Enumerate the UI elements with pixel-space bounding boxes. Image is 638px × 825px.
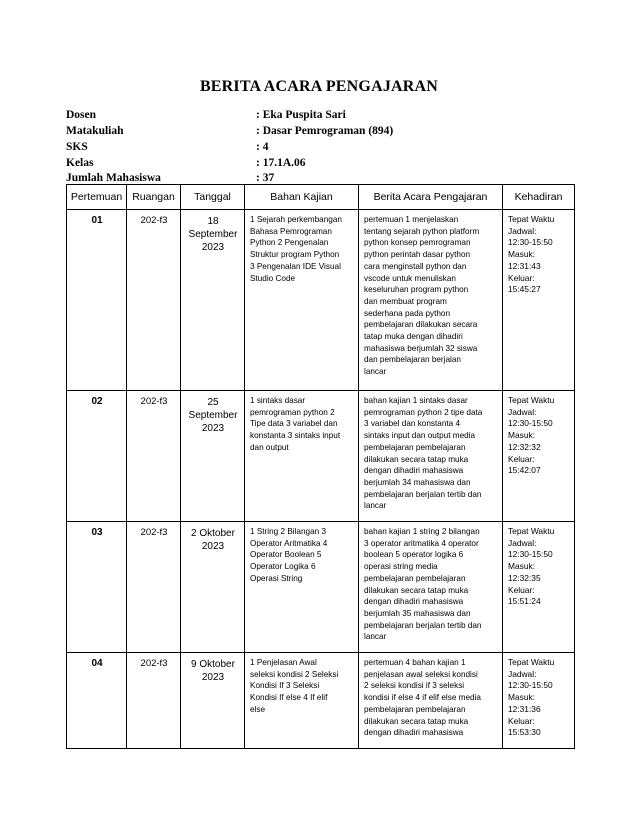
- cell-pertemuan: 02: [67, 391, 127, 522]
- text-line: Masuk:: [508, 430, 535, 441]
- text-line: dilakukan secara tatap muka: [364, 585, 469, 595]
- text-line: 2023: [201, 541, 225, 552]
- text-line: 3 variabel dan konstanta 4: [364, 419, 461, 429]
- text-line: 12:31:43: [508, 260, 541, 271]
- column-header-kehadiran: Kehadiran: [503, 185, 575, 210]
- text-line: Masuk:: [508, 692, 535, 703]
- text-line: 1 Penjelasan Awal: [250, 658, 317, 667]
- info-value: : Dasar Pemrograman (894): [256, 125, 393, 137]
- text-line: vscode untuk menuliskan: [364, 273, 456, 283]
- text-line: pembelajaran pembelajaran: [364, 442, 466, 452]
- info-row-sks: [66, 141, 576, 155]
- text-line: 12:31:36: [508, 703, 541, 714]
- text-line: python perintah dasar python: [364, 250, 471, 260]
- text-line: 15:53:30: [508, 727, 541, 738]
- text-line: 2 seleksi kondisi if 3 seleksi: [364, 681, 465, 691]
- text-line: tatap muka dengan dihadiri: [364, 332, 463, 342]
- text-line: 12:32:32: [508, 441, 541, 452]
- text-line: 18: [207, 216, 219, 227]
- text-line: dengan dihadiri mahasiswa: [364, 597, 464, 607]
- text-line: boolean 5 operator logika 6: [364, 550, 464, 560]
- text-line: 2023: [201, 423, 225, 434]
- cell-tanggal: [181, 653, 245, 749]
- info-value: : 17.1A.06: [256, 157, 306, 169]
- cell-bahan-kajian: [245, 653, 359, 749]
- column-header-tanggal: Tanggal: [181, 185, 245, 210]
- cell-kehadiran: [503, 653, 575, 749]
- info-label: Matakuliah: [66, 125, 124, 137]
- info-label: Jumlah Mahasiswa: [66, 172, 161, 184]
- cell-ruangan: 202-f3: [127, 653, 181, 749]
- text-line: Studio Code: [250, 273, 296, 283]
- text-line: Keluar:: [508, 272, 535, 283]
- text-line: 12:32:35: [508, 572, 541, 583]
- text-line: Tepat Waktu: [508, 526, 555, 536]
- table-row: [67, 653, 575, 749]
- cell-kehadiran: [503, 210, 575, 391]
- cell-tanggal: [181, 391, 245, 522]
- text-line: Bahasa Pemrograman: [250, 226, 332, 236]
- column-header-ruangan: Ruangan: [127, 185, 181, 210]
- text-line: 1 Sejarah perkembangan: [250, 215, 342, 224]
- cell-berita-acara: [359, 653, 503, 749]
- text-line: Operasi String: [250, 573, 303, 583]
- text-line: Keluar:: [508, 584, 535, 595]
- table-row: [67, 210, 575, 391]
- text-line: Python 2 Pengenalan: [250, 238, 329, 248]
- cell-pertemuan: 01: [67, 210, 127, 391]
- text-line: 9 Oktober: [191, 659, 235, 670]
- text-line: Jadwal:: [508, 537, 537, 548]
- text-line: 12:30-15:50: [508, 237, 553, 248]
- cell-bahan-kajian: [245, 522, 359, 653]
- text-line: tentang sejarah python platform: [364, 226, 480, 236]
- text-line: pemrograman python 2 tipe data: [364, 407, 483, 417]
- text-line: else: [250, 704, 266, 714]
- text-line: berjumlah 34 mahasiswa dan: [364, 477, 471, 487]
- text-line: dengan dihadiri mahasiswa: [364, 728, 464, 738]
- text-line: dengan dihadiri mahasiswa: [364, 466, 464, 476]
- text-line: 15:42:07: [508, 465, 541, 476]
- text-line: Tipe data 3 variabel dan: [250, 419, 338, 429]
- text-line: Keluar:: [508, 453, 535, 464]
- info-row-kelas: [66, 157, 576, 171]
- info-row-dosen: [66, 109, 576, 123]
- cell-kehadiran: [503, 391, 575, 522]
- teaching-record-table: [66, 184, 575, 749]
- text-line: 3 Pengenalan IDE Visual: [250, 261, 341, 271]
- text-line: dilakukan secara tatap muka: [364, 454, 469, 464]
- document-title: BERITA ACARA PENGAJARAN: [199, 78, 439, 95]
- text-line: September: [188, 410, 238, 421]
- text-line: mahasiswa berjumlah 32 siswa: [364, 343, 478, 353]
- cell-ruangan: 202-f3: [127, 210, 181, 391]
- text-line: September: [188, 229, 238, 240]
- text-line: lancar: [364, 367, 387, 377]
- text-line: Jadwal:: [508, 668, 537, 679]
- text-line: seleksi kondisi 2 Seleksi: [250, 669, 339, 679]
- cell-ruangan: 202-f3: [127, 522, 181, 653]
- text-line: Operator Aritmatika 4: [250, 538, 328, 548]
- text-line: pertemuan 1 menjelaskan: [364, 215, 459, 224]
- text-line: 12:30-15:50: [508, 680, 553, 691]
- text-line: berjumlah 35 mahasiswa dan: [364, 608, 471, 618]
- text-line: pembelajaran pembelajaran: [364, 573, 466, 583]
- text-line: dan membuat program: [364, 296, 447, 306]
- info-value: : 37: [256, 172, 274, 184]
- text-line: konstanta 3 sintaks input: [250, 431, 341, 441]
- cell-tanggal: [181, 210, 245, 391]
- cell-ruangan: 202-f3: [127, 391, 181, 522]
- text-line: operasi string media: [364, 562, 438, 572]
- cell-pertemuan: 04: [67, 653, 127, 749]
- info-row-matakuliah: [66, 125, 576, 139]
- text-line: cara menginstall python dan: [364, 261, 467, 271]
- text-line: dilakukan secara tatap muka: [364, 716, 469, 726]
- column-header-berita-acara: Berita Acara Pengajaran: [359, 185, 503, 210]
- text-line: 15:51:24: [508, 596, 541, 607]
- column-header-pertemuan: Pertemuan: [67, 185, 127, 210]
- text-line: Tepat Waktu: [508, 657, 555, 667]
- text-line: Jadwal:: [508, 225, 537, 236]
- cell-berita-acara: [359, 210, 503, 391]
- cell-berita-acara: [359, 391, 503, 522]
- cell-berita-acara: [359, 522, 503, 653]
- cell-kehadiran: [503, 522, 575, 653]
- cell-pertemuan: 03: [67, 522, 127, 653]
- text-line: dan pembelajaran berjalan: [364, 355, 461, 365]
- text-line: Keluar:: [508, 715, 535, 726]
- text-line: Kondisi If 3 Seleksi: [250, 681, 320, 691]
- cell-bahan-kajian: [245, 391, 359, 522]
- text-line: dan output: [250, 442, 289, 452]
- text-line: 15:45:27: [508, 284, 541, 295]
- text-line: Operator Logika 6: [250, 562, 316, 572]
- text-line: 1 sintaks dasar: [250, 396, 306, 405]
- info-label: Kelas: [66, 157, 94, 169]
- text-line: bahan kajian 1 string 2 bilangan: [364, 527, 480, 536]
- text-line: pembelajaran berjalan tertib dan: [364, 489, 482, 499]
- column-header-bahan-kajian: Bahan Kajian: [245, 185, 359, 210]
- text-line: 2023: [201, 672, 225, 683]
- text-line: bahan kajian 1 sintaks dasar: [364, 396, 468, 405]
- text-line: 2023: [201, 242, 225, 253]
- text-line: Tepat Waktu: [508, 395, 555, 405]
- text-line: 2 Oktober: [191, 528, 235, 539]
- text-line: python konsep pemrograman: [364, 238, 471, 248]
- info-value: : 4: [256, 141, 268, 153]
- text-line: sintaks input dan output media: [364, 431, 476, 441]
- cell-bahan-kajian: [245, 210, 359, 391]
- text-line: pemrograman python 2: [250, 407, 335, 417]
- text-line: Struktur program Python: [250, 250, 340, 260]
- text-line: sederhana pada python: [364, 308, 451, 318]
- text-line: pembelajaran berjalan tertib dan: [364, 620, 482, 630]
- text-line: penjelasan awal seleksi kondisi: [364, 669, 478, 679]
- text-line: pembelajaran dilakukan secara: [364, 320, 478, 330]
- text-line: lancar: [364, 632, 387, 642]
- text-line: lancar: [364, 501, 387, 511]
- text-line: 12:30-15:50: [508, 418, 553, 429]
- text-line: Jadwal:: [508, 406, 537, 417]
- table-header-row: [67, 185, 575, 210]
- text-line: pertemuan 4 bahan kajian 1: [364, 658, 466, 667]
- text-line: Tepat Waktu: [508, 214, 555, 224]
- text-line: Operator Boolean 5: [250, 550, 322, 560]
- text-line: kondisi if else 4 if elif else media: [364, 693, 481, 703]
- text-line: Masuk:: [508, 249, 535, 260]
- info-label: Dosen: [66, 109, 97, 121]
- table-row: [67, 391, 575, 522]
- info-label: SKS: [66, 141, 88, 153]
- text-line: keseluruhan program python: [364, 285, 469, 295]
- cell-tanggal: [181, 522, 245, 653]
- text-line: 12:30-15:50: [508, 549, 553, 560]
- info-value: : Eka Puspita Sari: [256, 109, 346, 121]
- table-row: [67, 522, 575, 653]
- text-line: 1 String 2 Bilangan 3: [250, 527, 327, 536]
- text-line: pembelajaran pembelajaran: [364, 704, 466, 714]
- text-line: 25: [207, 397, 219, 408]
- text-line: Masuk:: [508, 561, 535, 572]
- text-line: Kondisi If else 4 If elif: [250, 693, 328, 703]
- text-line: 3 operator aritmatika 4 operator: [364, 538, 479, 548]
